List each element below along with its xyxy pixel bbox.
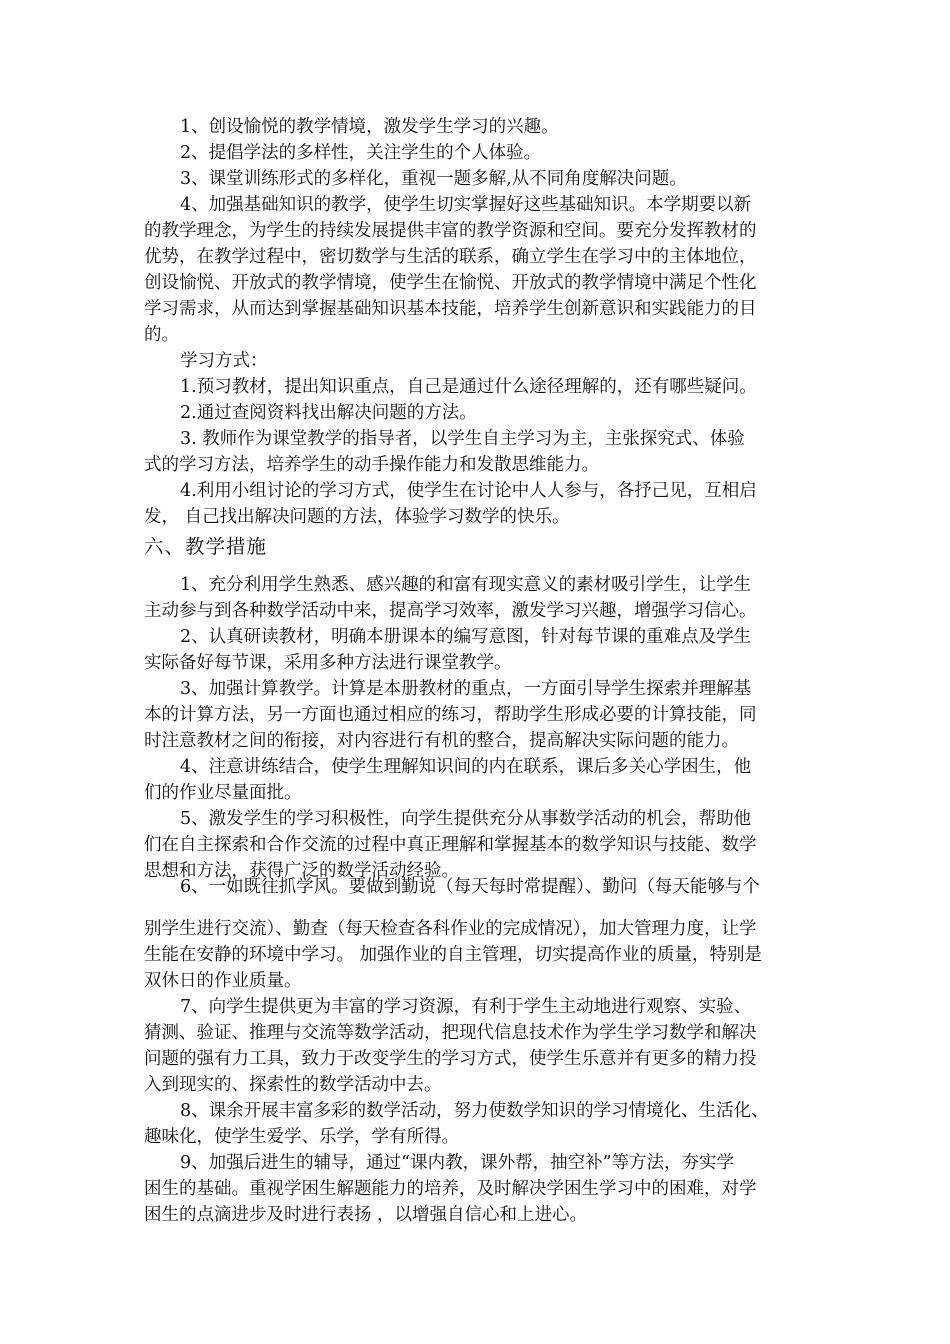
learning-title: 学习方式： — [180, 351, 268, 371]
measure-9-cont: 困生的基础。重视学困生解题能力的培养，及时解决学困生学习中的困难，对学 — [144, 1179, 757, 1199]
measure-2-cont: 实际备好每节课，采用多种方法进行课堂教学。 — [144, 653, 512, 673]
measure-8: 8、课余开展丰富多彩的数学活动，努力使数学知识的学习情境化、生活化、 — [180, 1101, 769, 1121]
measure-1: 1、充分利用学生熟悉、感兴趣的和富有现实意义的素材吸引学生，让学生 — [180, 575, 752, 595]
learning-item-3: 3. 教师作为课堂教学的指导者，以学生自主学习为主，主张探究式、体验 — [180, 429, 745, 449]
measure-5: 5、激发学生的学习积极性，向学生提供充分从事数学活动的机会，帮助他 — [180, 809, 752, 829]
measure-9-cont: 困生的点滴进步及时进行表扬 ，以增强自信心和上进心。 — [144, 1205, 588, 1225]
para4-line: 优势，在教学过程中，密切数学与生活的联系，确立学生在学习中的主体地位， — [144, 247, 757, 267]
learning-item-4-cont: 发， 自己找出解决问题的方法，体验学习数学的快乐。 — [144, 507, 570, 527]
section-heading: 六、教学措施 — [144, 535, 268, 558]
measure-6-cont: 别学生进行交流）、勤查（每天检查各科作业的完成情况），加大管理力度，让学 — [144, 919, 757, 939]
learning-item-3-cont: 式的学习方法，培养学生的动手操作能力和发散思维能力。 — [144, 455, 599, 475]
para4-line: 4、加强基础知识的教学，使学生切实掌握好这些基础知识。本学期要以新 — [180, 195, 752, 215]
para4-line: 的。 — [144, 325, 179, 345]
measure-6: 6、一如既往抓学风。要做到勤说（每天每时常提醒）、勤问（每天能够与个 — [180, 877, 760, 897]
measure-6-cont: 双休日的作业质量。 — [144, 971, 302, 991]
measure-5-cont: 思想和方法，获得广泛的数学活动经验。 — [144, 861, 459, 881]
measure-7: 7、向学生提供更为丰富的学习资源，有利于学生主动地进行观察、实验、 — [180, 997, 752, 1017]
measure-7-cont: 入到现实的、探索性的数学活动中去。 — [144, 1075, 442, 1095]
measure-7-cont: 问题的强有力工具，致力于改变学生的学习方式，使学生乐意并有更多的精力投 — [144, 1049, 757, 1069]
intro-item-2: 2、提倡学法的多样性，关注学生的个人体验。 — [180, 143, 542, 163]
measure-7-cont: 猜测、验证、推理与交流等数学活动，把现代信息技术作为学生学习数学和解决 — [144, 1023, 757, 1043]
measure-5-cont: 们在自主探索和合作交流的过程中真正理解和掌握基本的数学知识与技能、数学 — [144, 835, 757, 855]
measure-3-cont: 时注意教材之间的衔接，对内容进行有机的整合，提高解决实际问题的能力。 — [144, 731, 739, 751]
learning-item-2: 2.通过查阅资料找出解决问题的方法。 — [180, 403, 477, 423]
measure-8-cont: 趣味化，使学生爱学、乐学，学有所得。 — [144, 1127, 459, 1147]
measure-4-cont: 们的作业尽量面批。 — [144, 783, 302, 803]
intro-item-3: 3、课堂训练形式的多样化，重视一题多解,从不同角度解决问题。 — [180, 169, 687, 189]
learning-item-4: 4.利用小组讨论的学习方式，使学生在讨论中人人参与，各抒己见，互相启 — [180, 481, 757, 501]
para4-line: 创设愉悦、开放式的教学情境，使学生在愉悦、开放式的教学情境中满足个性化 — [144, 273, 757, 293]
measure-6-cont: 生能在安静的环境中学习。 加强作业的自主管理，切实提高作业的质量，特别是 — [144, 945, 763, 965]
para4-line: 的教学理念，为学生的持续发展提供丰富的教学资源和空间。要充分发挥教材的 — [144, 221, 757, 241]
measure-3-cont: 本的计算方法，另一方面也通过相应的练习，帮助学生形成必要的计算技能，同 — [144, 705, 757, 725]
para4-line: 学习需求，从而达到掌握基础知识基本技能，培养学生创新意识和实践能力的目 — [144, 299, 757, 319]
measure-3: 3、加强计算教学。计算是本册教材的重点，一方面引导学生探索并理解基 — [180, 679, 752, 699]
intro-item-1: 1、创设愉悦的教学情境，激发学生学习的兴趣。 — [180, 117, 559, 137]
measure-4: 4、注意讲练结合，使学生理解知识间的内在联系，课后多关心学困生，他 — [180, 757, 752, 777]
measure-9: 9、加强后进生的辅导，通过“课内教，课外帮，抽空补”等方法，夯实学 — [180, 1153, 735, 1173]
measure-1-cont: 主动参与到各种数学活动中来，提高学习效率，激发学习兴趣，增强学习信心。 — [144, 601, 757, 621]
learning-item-1: 1.预习教材，提出知识重点，自己是通过什么途径理解的，还有哪些疑问。 — [180, 377, 757, 397]
measure-2: 2、认真研读教材，明确本册课本的编写意图，针对每节课的重难点及学生 — [180, 627, 752, 647]
